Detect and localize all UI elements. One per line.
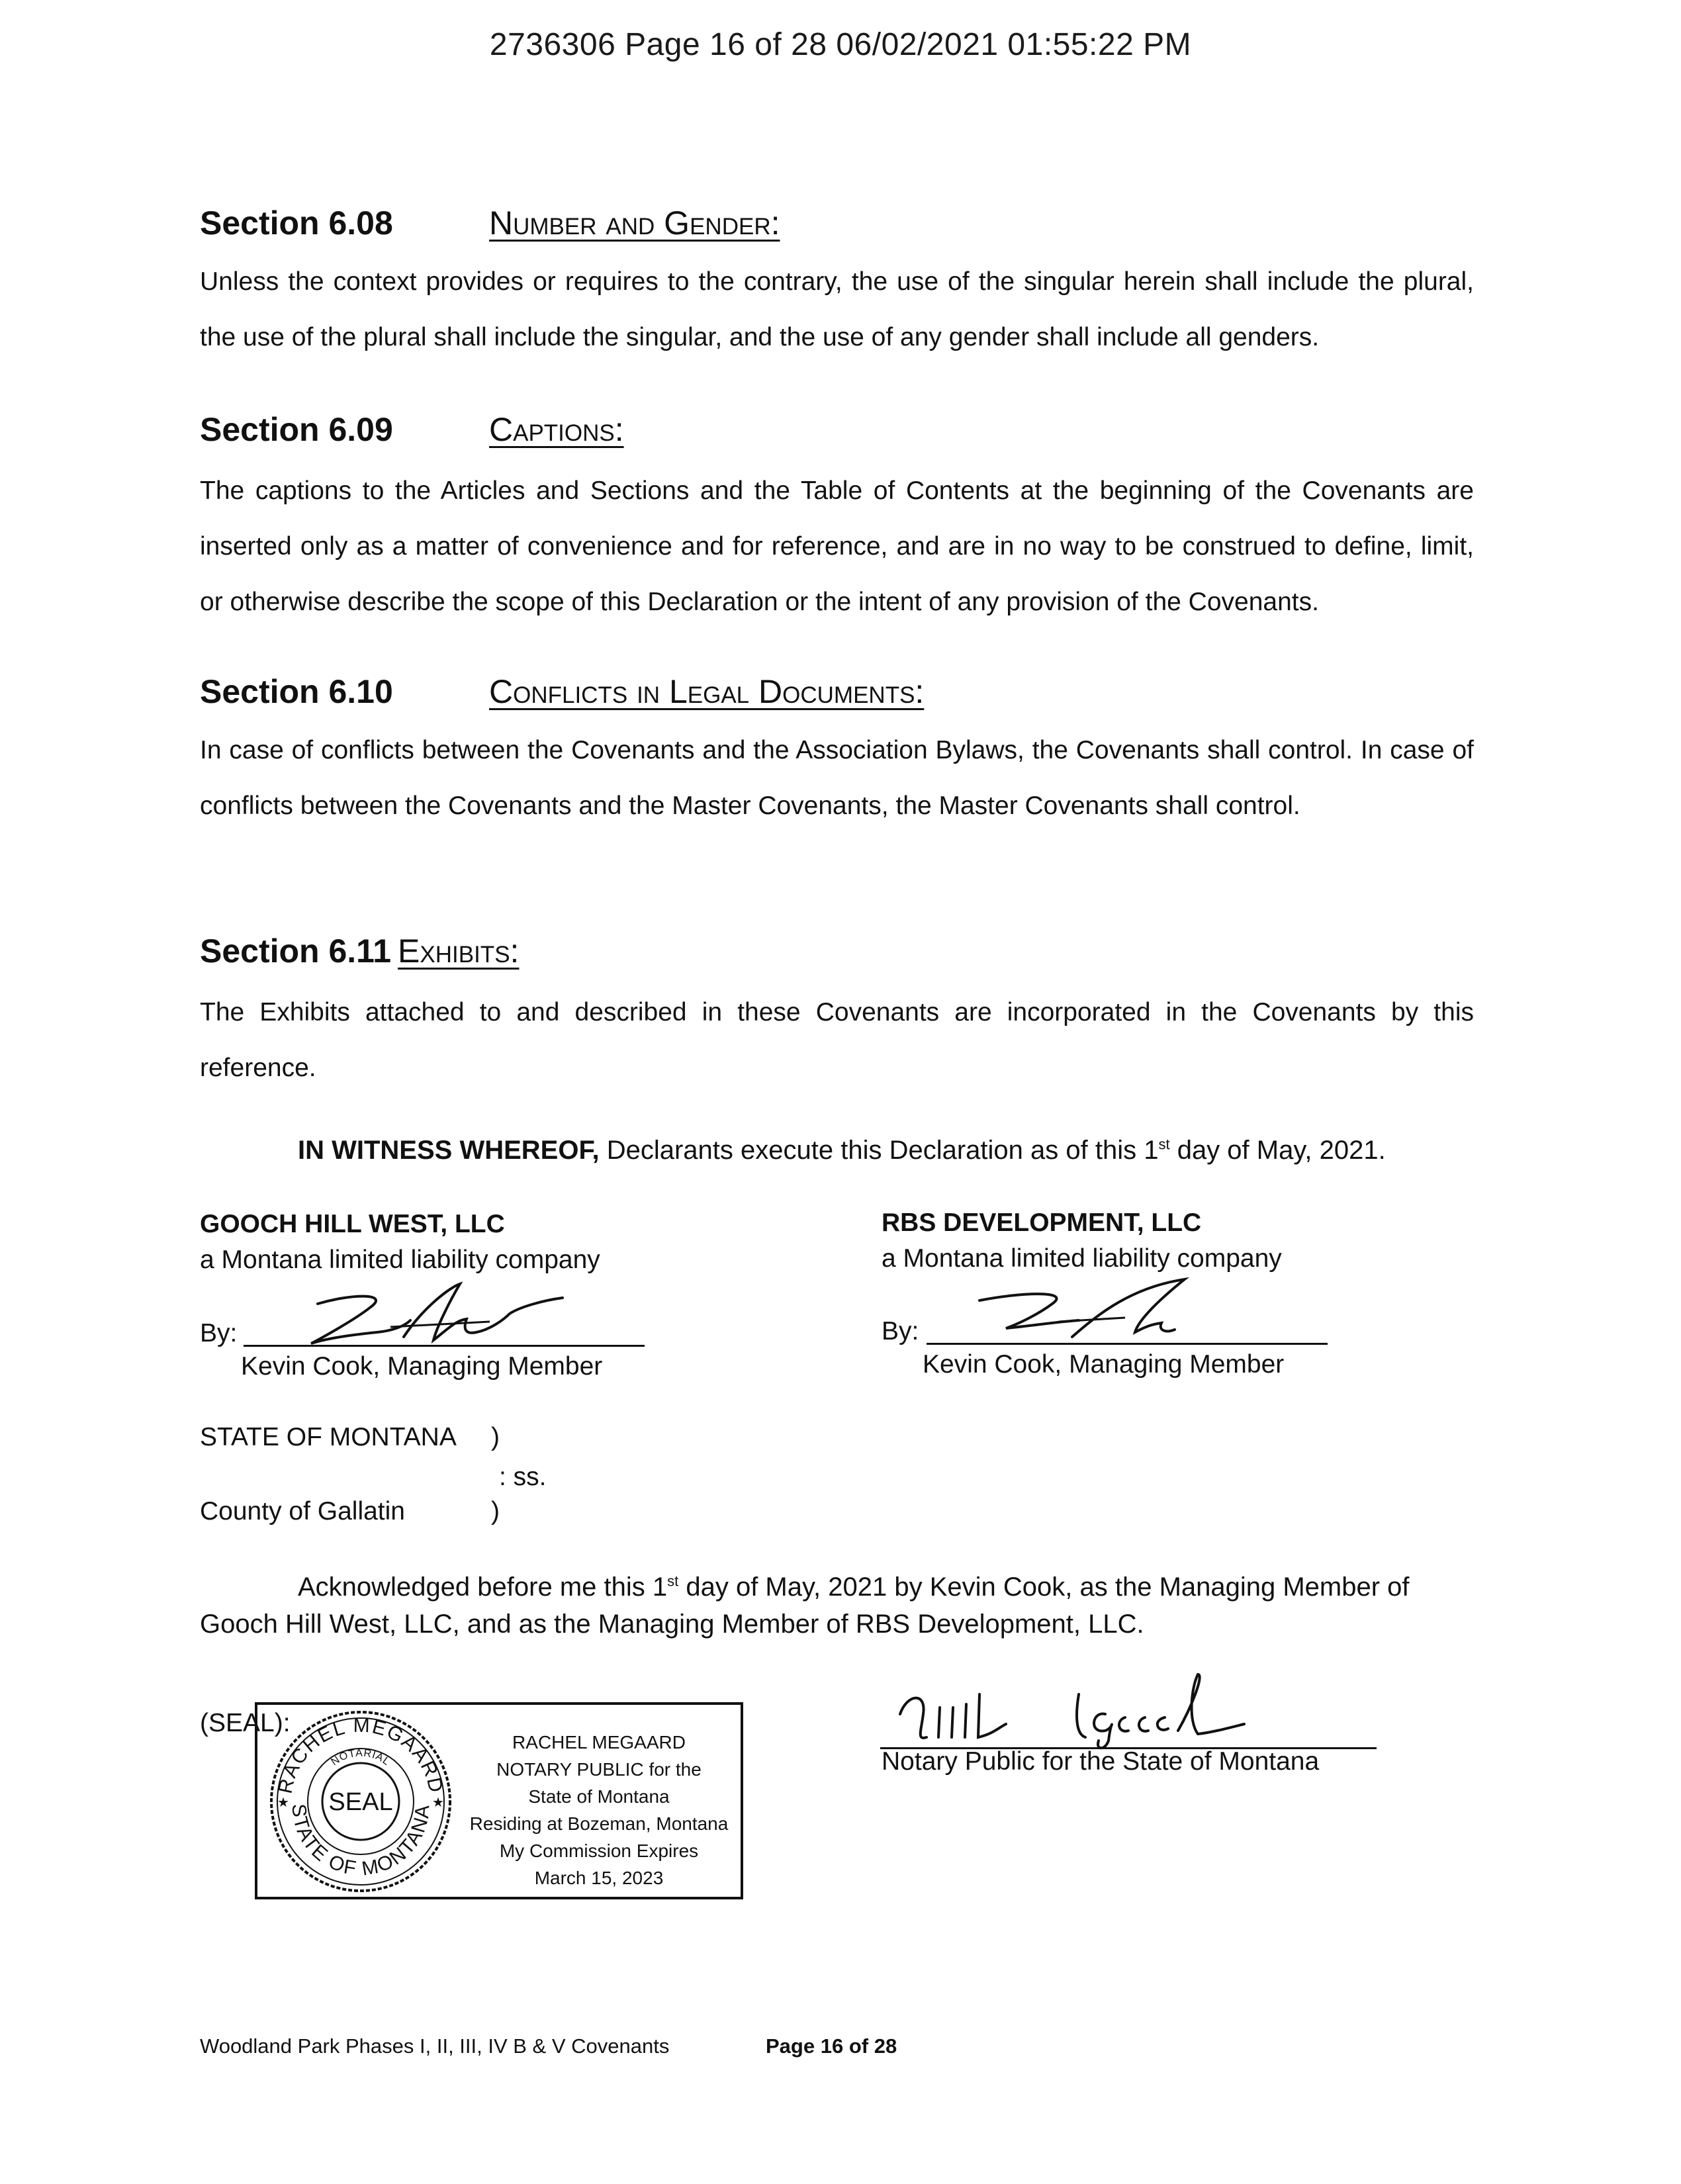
witness-date: day of May, 2021.	[1169, 1136, 1386, 1165]
ack-text-continued: day of May, 2021 by Kevin Cook, as the Managing Member of Gooch Hill West, LLC, and as the Managing Member of RBS Development, LLC.	[200, 1572, 1410, 1639]
ack-text: Acknowledged before me this 1	[298, 1572, 668, 1602]
witness-lead: IN WITNESS WHEREOF,	[298, 1136, 600, 1165]
seal-label: (SEAL):	[200, 1709, 291, 1737]
section-title: Conflicts in Legal Documents:	[489, 673, 925, 710]
party-description: a Montana limited liability company	[882, 1244, 1282, 1273]
party-name-rbs-development: RBS DEVELOPMENT, LLC	[882, 1208, 1202, 1237]
section-number: Section 6.09	[200, 411, 393, 448]
venue-ss: : ss.	[499, 1463, 547, 1491]
witness-text: Declarants execute this Declaration as of this 1	[599, 1136, 1159, 1165]
footer-page-number	[766, 2034, 897, 2058]
notary-stamp-text	[457, 1729, 741, 1891]
page-current: 16	[820, 2034, 844, 2058]
section-number: Section 6.11	[200, 933, 392, 970]
page-total: 28	[874, 2034, 897, 2058]
venue-paren: )	[491, 1423, 500, 1451]
stamp-line: State of Montana	[528, 1786, 670, 1807]
stamp-line: Residing at Bozeman, Montana	[469, 1813, 729, 1834]
page-mid: of	[843, 2034, 874, 2058]
by-label: By:	[200, 1319, 238, 1347]
party-name-gooch-hill-west: GOOCH HILL WEST, LLC	[200, 1210, 505, 1238]
section-heading-6-11	[200, 932, 519, 970]
star-icon: ★	[277, 1796, 289, 1810]
section-number: Section 6.08	[200, 205, 393, 242]
section-body-6-09: The captions to the Articles and Sections and the Table of Contents at the beginning of the Covenants are inserted only as a matter of convenience and for reference, and are in no way to be construed to define, limit, or otherwise describe the scope of this Declaration or the intent of any provision of the Covenants.	[200, 477, 1474, 616]
footer-document-title: Woodland Park Phases I, II, III, IV B & V Covenants	[200, 2034, 670, 2058]
section-body-6-11: The Exhibits attached to and described in these Covenants are incorporated in the Covenants by this reference.	[200, 998, 1474, 1082]
section-number: Section 6.10	[200, 673, 393, 710]
section-body-6-08: Unless the context provides or requires to the contrary, the use of the singular herein shall include the plural, the use of the plural shall include the singular, and the use of any gender shall include all genders.	[200, 267, 1474, 351]
signer-name: Kevin Cook, Managing Member	[923, 1350, 1285, 1379]
venue-county: County of Gallatin	[200, 1497, 406, 1525]
star-icon: ★	[432, 1796, 444, 1810]
svg-text:NOTARIAL	[329, 1747, 392, 1768]
section-heading-6-10	[200, 672, 924, 711]
signer-name: Kevin Cook, Managing Member	[241, 1352, 603, 1381]
recording-stamp: 2736306 Page 16 of 28 06/02/2021 01:55:22 PM	[489, 27, 1192, 62]
section-body-6-10: In case of conflicts between the Covenants and the Association Bylaws, the Covenants shall control. In case of conflicts between the Covenants and the Master Covenants, the Master Covenants shall control.	[200, 736, 1474, 820]
seal-ring-inner: NOTARIAL	[329, 1747, 392, 1768]
stamp-line: NOTARY PUBLIC for the	[496, 1759, 702, 1780]
section-title: Exhibits:	[398, 933, 520, 970]
notary-seal-emblem	[265, 1707, 457, 1896]
acknowledgment	[200, 1569, 1474, 1643]
notary-signature	[887, 1668, 1337, 1754]
seal-ring-bottom: STATE OF MONTANA	[287, 1803, 434, 1880]
signature-kevin-cook	[291, 1281, 569, 1353]
witness-clause	[298, 1136, 1489, 1165]
ordinal-suffix: st	[1158, 1136, 1170, 1153]
by-label: By:	[882, 1317, 919, 1345]
section-heading-6-08	[200, 204, 780, 242]
section-title: Captions:	[489, 411, 624, 448]
ordinal-suffix: st	[667, 1572, 679, 1590]
page-prefix: Page	[766, 2034, 821, 2058]
section-heading-6-09	[200, 410, 624, 449]
venue-paren: )	[491, 1497, 500, 1525]
seal-center-text: SEAL	[328, 1788, 393, 1816]
stamp-line: RACHEL MEGAARD	[512, 1732, 686, 1752]
seal-ring-top: RACHEL MEGAARD	[274, 1714, 447, 1796]
section-title: Number and Gender:	[489, 205, 780, 242]
party-description: a Montana limited liability company	[200, 1246, 600, 1274]
signature-kevin-cook	[973, 1274, 1224, 1350]
stamp-line: March 15, 2023	[534, 1868, 664, 1888]
stamp-line: My Commission Expires	[499, 1841, 699, 1861]
notary-caption: Notary Public for the State of Montana	[882, 1747, 1320, 1776]
venue-state: STATE OF MONTANA	[200, 1423, 457, 1451]
